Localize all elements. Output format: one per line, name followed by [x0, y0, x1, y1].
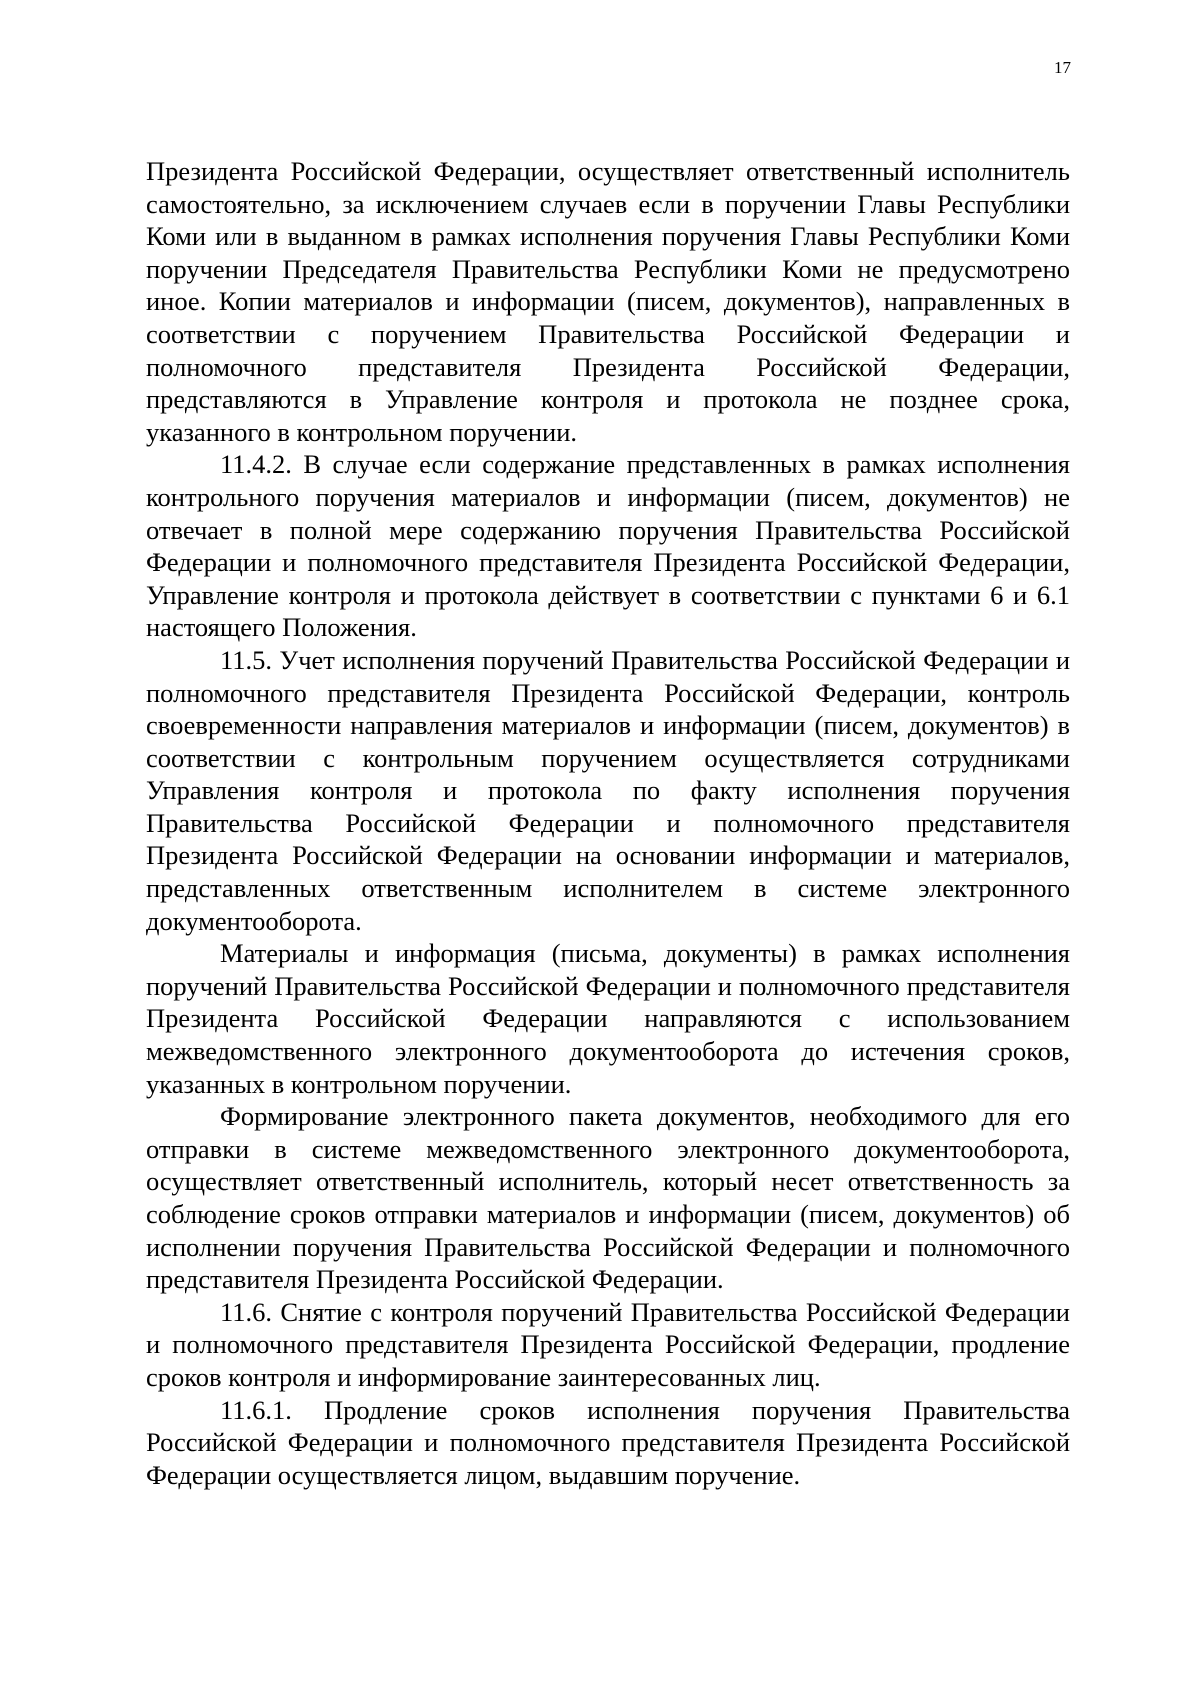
paragraph-11-6: 11.6. Снятие с контроля поручений Правительства Российской Федерации и полномочного представителя Президента Российской Федерации, продление сроков контроля и информирование заинтересованных лиц. — [146, 1296, 1070, 1392]
paragraph-electronic-package: Формирование электронного пакета документов, необходимого для его отправки в системе межведомственного электронного документооборота, осуществляет ответственный исполнитель, который несет ответственность за соблюдение сроков отправки материалов и информации (писем, документов) об исполнении поручения Правительства Российской Федерации и полномочного представителя Президента Российской Федерации. — [146, 1101, 1070, 1295]
document-body — [146, 155, 1070, 1491]
paragraph-11-6-1: 11.6.1. Продление сроков исполнения поручения Правительства Российской Федерации и полномочного представителя Президента Российской Федерации осуществляется лицом, выдавшим поручение. — [146, 1394, 1070, 1490]
paragraph-11-4-2: 11.4.2. В случае если содержание представленных в рамках исполнения контрольного поручения материалов и информации (писем, документов) не отвечает в полной мере содержанию поручения Правительства Российской Федерации и полномочного представителя Президента Российской Федерации, Управление контроля и протокола действует в соответствии с пунктами 6 и 6.1 настоящего Положения. — [146, 449, 1070, 643]
paragraph-11-5: 11.5. Учет исполнения поручений Правительства Российской Федерации и полномочного представителя Президента Российской Федерации, контроль своевременности направления материалов и информации (писем, документов) в соответствии с контрольным поручением осуществляется сотрудниками Управления контроля и протокола по факту исполнения поручения Правительства Российской Федерации и полномочного представителя Президента Российской Федерации на основании информации и материалов, представленных ответственным исполнителем в системе электронного документооборота. — [146, 644, 1070, 936]
paragraph-materials: Материалы и информация (письма, документы) в рамках исполнения поручений Правительства Российской Федерации и полномочного представителя Президента Российской Федерации направляются с использованием межведомственного электронного документооборота до истечения сроков, указанных в контрольном поручении. — [146, 938, 1070, 1099]
paragraph-continuation: Президента Российской Федерации, осуществляет ответственный исполнитель самостоятельно, за исключением случаев если в поручении Главы Республики Коми или в выданном в рамках исполнения поручения Главы Республики Коми поручении Председателя Правительства Республики Коми не предусмотрено иное. Копии материалов и информации (писем, документов), направленных в соответствии с поручением Правительства Российской Федерации и полномочного представителя Президента Российской Федерации, представляются в Управление контроля и протокола не позднее срока, указанного в контрольном поручении. — [146, 156, 1070, 447]
page-number: 17 — [1054, 58, 1071, 77]
